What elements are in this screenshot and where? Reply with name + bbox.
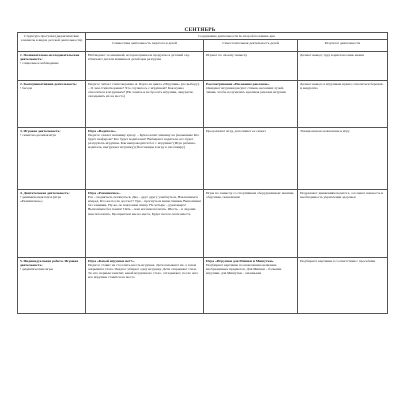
result-cell: Подражают движениям педагога, осознают важность и необходимость укрепления здоровья — [298, 190, 388, 258]
independent-cell — [204, 128, 298, 190]
independent-text: Играют по своему замыслу — [206, 53, 248, 58]
independent-text: Игры по замыслу со спортивным оборудованием: мячами, обручами, скакалками — [206, 191, 295, 200]
header-independent: Самостоятельная деятельность детей — [204, 40, 298, 52]
table-row — [18, 190, 388, 258]
header-result: Результат деятельности — [298, 40, 388, 52]
table-row — [18, 258, 388, 314]
joint-cell — [86, 128, 204, 190]
section-cell — [18, 190, 86, 258]
table-row — [18, 81, 388, 128]
section-title: 2. Коммуникативная деятельность: — [20, 82, 77, 87]
section-cell — [18, 81, 86, 128]
independent-cell — [204, 258, 298, 314]
header-content-group: Содержание деятельности во второй половине дня — [86, 33, 388, 40]
joint-title: Игра «Какой игрушки нет?». — [88, 259, 135, 264]
independent-text: Продолжают игру, дополняют ее сюжет — [206, 129, 266, 134]
joint-cell — [86, 190, 204, 258]
result-cell: Подбирают картинки в соответствии с просьбами — [298, 258, 388, 314]
section-title: 5. Индивидуальная работа. Игровая деятельность: — [20, 259, 79, 268]
independent-title: Игра «Игрушки для Мишки и Мишутки». — [206, 259, 275, 264]
section-title: 1. Познавательно-исследовательская деятельность: — [20, 53, 80, 62]
result-cell: Эмоционально вовлечены в игру — [298, 128, 388, 190]
independent-cell — [204, 190, 298, 258]
table-header-row — [18, 33, 388, 40]
independent-text: Ожидают игрушки рисуют стикеи, весенних лучей, линии, чтобы получились красивая реклама игрушек — [206, 86, 287, 95]
joint-cell — [86, 81, 204, 128]
joint-title: Игра «Водитель». — [88, 129, 117, 134]
independent-cell — [204, 81, 298, 128]
independent-title: Рассматривание «Рисование рекламы». — [206, 82, 270, 87]
joint-text: Наблюдают за машиной, которая привезла продукты в детский сад. Отвечают детали машины и детей при разгрузке — [88, 53, 190, 62]
section-items: • беседа — [20, 86, 33, 91]
joint-cell — [86, 258, 204, 314]
result-cell: Делают вывод: к игрушкам нужно относиться бережно и аккуратно — [298, 81, 388, 128]
section-items: • социальное наблюдение — [20, 61, 59, 66]
table-row — [18, 128, 388, 190]
header-joint: Совместная деятельность педагога и детей — [86, 40, 204, 52]
section-title: 3. Игровая деятельность: — [20, 129, 61, 134]
section-items: • дидактические игры — [20, 267, 53, 272]
independent-text: Подбирают картинки по назначению величине изображенных предметов. Для Мишки – большие игрушки, для Мишутки – маленькие — [206, 263, 282, 276]
joint-text: Педагог ставит на стол пять-шесть игрушек. Дети называют их, а затем закрывают глаза. Педагог убирает одну игрушку. Дети открывают глаза. Те, кто первым заметит, какой игрушки не стало, отгадывают, после чего все игрушки ставятся на место — [88, 263, 199, 280]
joint-title: Игра «Разминочка». — [88, 191, 121, 196]
page-title: СЕНТЯБРЬ — [184, 27, 216, 33]
joint-text: Педагог читает стихотворение А. Барто из цикла «Игрушки» (по выбору). – О чем стихотворение? Что случилось с игрушкой? Как нужно относиться к игрушкам? (Не ломать и не бросать игрушки, аккуратно складывать их на место) — [88, 82, 200, 99]
section-title: 4. Двигательная деятельность: — [20, 191, 70, 196]
table-row — [18, 52, 388, 81]
joint-text: Раз – подняться, потянуться, Два – друг другу улыбнуться, Наклоняемся вперед. Кто же после достает? Три – прогнуться ваши спинки, Выполняем без заминки. Ну-ка, по наклоним спину, На четыре – руки вверх! Выполняем без помех! Пять – нам ногами потопать, Шесть – в ладоши нам похлопать, Пропрыгаем мы на месте, Будет весело всем вместе — [88, 195, 201, 216]
section-cell — [18, 258, 86, 314]
joint-text: Педагог сажает машинку куклу. – Кукла катит машину на (называние Кто будет шофером? Кто будет водителем? Выбирают водителя, кто будет разгружать игрушки. Как выпроводится бот с игрушки? (Игра ребенка, водитель, выгружает игрушку) (Пассажиры в игру к пассажиру) — [88, 133, 200, 150]
result-cell: Делают вывод: труд водителя очень важен — [298, 52, 388, 81]
header-structure: Структура прогулки (дидактические элементы в видах детской деятельности) — [18, 33, 86, 52]
section-items: • сюжетно-ролевая игра — [20, 133, 56, 138]
activity-plan-table — [17, 32, 388, 314]
section-cell — [18, 128, 86, 190]
independent-cell — [204, 52, 298, 81]
section-cell — [18, 52, 86, 81]
joint-cell — [86, 52, 204, 81]
section-items: • динамическая пауза (игра «Разминочка») — [20, 195, 62, 204]
